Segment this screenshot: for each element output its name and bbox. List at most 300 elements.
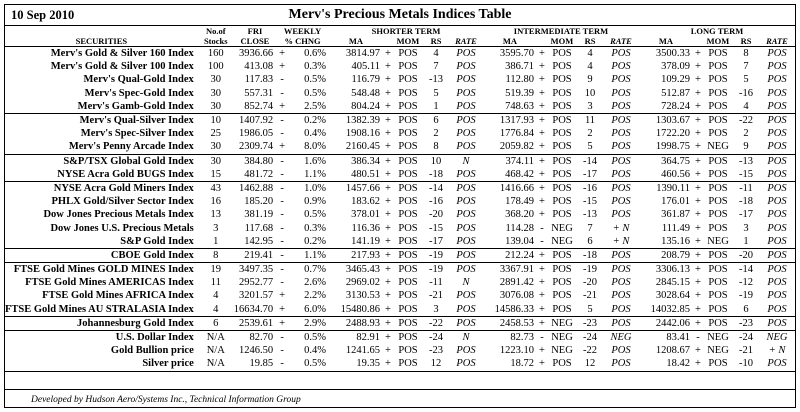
- long-ma: 1208.67: [655, 345, 690, 357]
- long-mom: POS: [708, 264, 728, 276]
- short-rate: POS: [456, 209, 476, 221]
- weekly-pct: 0.6%: [304, 48, 326, 60]
- table-row: [5, 235, 795, 249]
- weekly-pct: 0.4%: [304, 128, 326, 140]
- weekly-pct: 1.6%: [304, 155, 326, 167]
- short-mom: POS: [398, 128, 418, 140]
- short-rs: 2: [433, 128, 439, 140]
- hdr-no-of-stocks-line1: No.of: [205, 26, 226, 36]
- short-rs: -19: [429, 264, 443, 276]
- inter-rate: POS: [603, 168, 639, 182]
- inter-ma: 1317.93: [499, 115, 534, 127]
- long-mom: POS: [703, 316, 733, 330]
- weekly-pct: 2.9%: [288, 316, 329, 330]
- inter-rs: -21: [583, 290, 597, 302]
- security-name: Merv's Gold & Silver 100 Index: [50, 61, 194, 73]
- long-rs: -20: [733, 248, 759, 262]
- short-sign: +: [385, 155, 391, 167]
- pct-sign: -: [280, 155, 284, 167]
- inter-sign: +: [539, 48, 545, 60]
- long-rate: POS: [759, 357, 795, 371]
- long-sign: +: [693, 140, 703, 154]
- inter-mom: POS: [552, 277, 572, 289]
- long-mom: POS: [708, 222, 728, 234]
- weekly-pct: 0.5%: [304, 74, 326, 86]
- long-rs: 4: [733, 100, 759, 114]
- hdr-long-rate: RATE: [766, 36, 788, 46]
- no-of-stocks: 8: [198, 248, 234, 262]
- inter-rate: POS: [611, 115, 631, 127]
- inter-mom: POS: [552, 290, 572, 302]
- inter-sign: +: [539, 196, 545, 208]
- long-rs: 9: [733, 140, 759, 154]
- no-of-stocks: 30: [198, 140, 234, 154]
- inter-sign: +: [537, 248, 547, 262]
- inter-ma: 3595.70: [499, 48, 534, 60]
- inter-rs: -20: [583, 277, 597, 289]
- long-rate: POS: [759, 235, 795, 249]
- long-ma: 3500.33: [655, 48, 690, 60]
- no-of-stocks: 16: [210, 196, 222, 208]
- table-row: [5, 73, 795, 86]
- inter-sign: +: [539, 74, 545, 86]
- inter-sign: +: [539, 345, 545, 357]
- inter-rate: POS: [611, 48, 631, 60]
- weekly-pct: 8.0%: [288, 140, 329, 154]
- inter-rs: 5: [577, 303, 603, 317]
- table-body: [5, 47, 795, 372]
- short-mom: POS: [393, 248, 423, 262]
- long-rs: -21: [739, 345, 753, 357]
- pct-sign: +: [276, 303, 288, 317]
- hdr-short-mom: MOM: [396, 36, 420, 46]
- short-mom: POS: [398, 155, 418, 167]
- long-mom: NEG: [707, 332, 729, 344]
- short-rate: POS: [449, 357, 483, 371]
- no-of-stocks: 4: [198, 303, 234, 317]
- security-name: Merv's Gold & Silver 160 Index: [50, 48, 194, 60]
- table-row: [5, 208, 795, 221]
- short-sign: +: [385, 182, 391, 194]
- table-row: [5, 181, 795, 195]
- hdr-long-ma: MA: [658, 36, 674, 46]
- security-name: NYSE Acra Gold BUGS Index: [5, 168, 198, 182]
- pct-sign: -: [280, 87, 284, 99]
- long-rs: 8: [743, 48, 749, 60]
- short-sign: +: [385, 264, 391, 276]
- fri-close: 481.72: [234, 168, 276, 182]
- inter-rate: POS: [611, 290, 631, 302]
- short-ma: 183.62: [351, 196, 380, 208]
- short-sign: +: [385, 115, 391, 127]
- long-ma: 18.42: [639, 357, 693, 371]
- short-sign: +: [385, 61, 391, 73]
- inter-ma: 374.11: [505, 155, 534, 167]
- short-ma: 548.48: [351, 87, 380, 99]
- inter-rate: + N: [603, 235, 639, 249]
- table-frame: [4, 4, 796, 408]
- short-mom: POS: [398, 48, 418, 60]
- inter-mom: POS: [552, 74, 572, 86]
- short-rate: POS: [449, 235, 483, 249]
- long-sign: +: [695, 264, 701, 276]
- table-row: [5, 87, 795, 100]
- inter-mom: NEG: [551, 332, 573, 344]
- long-ma: 460.56: [639, 168, 693, 182]
- no-of-stocks: 10: [210, 115, 222, 127]
- inter-sign: -: [537, 235, 547, 249]
- long-ma: 176.01: [661, 196, 690, 208]
- pct-sign: -: [280, 115, 284, 127]
- short-rs: -23: [429, 345, 443, 357]
- security-name: Silver price: [5, 357, 198, 371]
- long-rate: POS: [767, 61, 787, 73]
- inter-rate: POS: [611, 209, 631, 221]
- short-sign: +: [383, 168, 393, 182]
- inter-ma: 3367.91: [499, 264, 534, 276]
- long-ma: 3306.13: [655, 264, 690, 276]
- inter-ma: 18.72: [483, 357, 537, 371]
- hdr-inter-rate: RATE: [610, 36, 632, 46]
- inter-mom: POS: [547, 100, 577, 114]
- long-rate: POS: [767, 155, 787, 167]
- long-ma: 111.49: [661, 222, 690, 234]
- pct-sign: +: [276, 100, 288, 114]
- short-rs: 12: [423, 357, 449, 371]
- short-rate: POS: [456, 345, 476, 357]
- no-of-stocks: 19: [210, 264, 222, 276]
- long-rate: POS: [767, 74, 787, 86]
- table-row: [5, 154, 795, 168]
- pct-sign: -: [280, 332, 284, 344]
- short-rs: -20: [429, 209, 443, 221]
- hdr-short-ma: MA: [348, 36, 364, 46]
- long-rate: POS: [767, 182, 787, 194]
- inter-rate: POS: [611, 277, 631, 289]
- short-sign: +: [385, 222, 391, 234]
- short-ma: 804.24: [329, 100, 383, 114]
- long-ma: 208.79: [639, 248, 693, 262]
- hdr-short-rate: RATE: [455, 36, 477, 46]
- inter-mom: POS: [552, 61, 572, 73]
- long-sign: +: [695, 87, 701, 99]
- short-rate: N: [462, 332, 470, 344]
- no-of-stocks: 13: [210, 209, 222, 221]
- long-ma: 135.16: [639, 235, 693, 249]
- inter-rate: POS: [603, 248, 639, 262]
- table-row: [5, 316, 795, 330]
- pct-sign: -: [280, 277, 284, 289]
- long-rs: 7: [743, 61, 749, 73]
- inter-rate: POS: [611, 128, 631, 140]
- pct-sign: -: [280, 182, 284, 194]
- short-rate: POS: [456, 264, 476, 276]
- short-sign: +: [385, 128, 391, 140]
- fri-close: 557.31: [244, 87, 274, 99]
- long-mom: POS: [708, 115, 728, 127]
- hdr-blank-securities: [5, 26, 198, 36]
- inter-rate: + N: [612, 222, 630, 234]
- short-ma: 15480.86: [329, 303, 383, 317]
- long-sign: +: [693, 303, 703, 317]
- fri-close: 82.70: [249, 332, 274, 344]
- hdr-long-mom: MOM: [706, 36, 730, 46]
- long-mom: POS: [703, 357, 733, 371]
- short-sign: +: [385, 345, 391, 357]
- short-sign: +: [383, 303, 393, 317]
- long-rs: -15: [733, 168, 759, 182]
- long-rate: POS: [767, 128, 787, 140]
- long-mom: POS: [708, 209, 728, 221]
- long-rs: -11: [739, 182, 753, 194]
- inter-sign: +: [539, 277, 545, 289]
- pct-sign: +: [279, 290, 286, 302]
- long-sign: +: [695, 196, 701, 208]
- pct-sign: -: [280, 196, 284, 208]
- short-ma: 3814.97: [345, 48, 380, 60]
- short-rs: 6: [433, 115, 439, 127]
- long-ma: 378.09: [661, 61, 690, 73]
- long-ma: 14032.85: [639, 303, 693, 317]
- inter-mom: POS: [552, 209, 572, 221]
- short-rate: POS: [456, 115, 476, 127]
- inter-ma: 114.28: [505, 222, 534, 234]
- short-rs: 8: [423, 140, 449, 154]
- short-sign: +: [385, 277, 391, 289]
- fri-close: 2952.77: [239, 277, 274, 289]
- no-of-stocks: 30: [198, 100, 234, 114]
- long-rate: NEG: [766, 332, 788, 344]
- inter-sign: +: [537, 168, 547, 182]
- inter-mom: POS: [547, 140, 577, 154]
- long-rate: POS: [767, 290, 787, 302]
- table-head: [5, 26, 795, 47]
- fri-close: 1986.05: [239, 128, 274, 140]
- hdr-short-term: SHORTER TERM: [371, 26, 441, 36]
- footer-text: Developed by Hudson Aero/Systems Inc., Technical Information Group: [31, 395, 301, 405]
- security-name: Merv's Gamb-Gold Index: [5, 100, 198, 114]
- short-rate: POS: [449, 140, 483, 154]
- inter-mom: POS: [547, 357, 577, 371]
- fri-close: 117.83: [244, 74, 274, 86]
- inter-sign: +: [539, 128, 545, 140]
- header-row-columns: [5, 36, 795, 47]
- short-rs: 10: [430, 155, 442, 167]
- short-mom: POS: [398, 277, 418, 289]
- security-name: Johannesburg Gold Index: [5, 316, 198, 330]
- short-rate: N: [462, 155, 470, 167]
- pct-sign: +: [276, 316, 288, 330]
- short-rate: POS: [456, 290, 476, 302]
- fri-close: 1246.50: [239, 345, 274, 357]
- inter-mom: POS: [552, 48, 572, 60]
- short-mom: POS: [398, 61, 418, 73]
- short-rate: POS: [449, 303, 483, 317]
- short-sign: +: [383, 357, 393, 371]
- inter-sign: -: [540, 332, 544, 344]
- security-name: Dow Jones U.S. Precious Metals: [50, 222, 194, 234]
- footer-bar: [5, 389, 795, 407]
- long-rate: POS: [759, 100, 795, 114]
- weekly-pct: 1.1%: [288, 168, 329, 182]
- short-rate: POS: [456, 74, 476, 86]
- long-sign: +: [693, 248, 703, 262]
- table-row: [5, 195, 795, 208]
- hdr-long-rs: RS: [740, 36, 752, 46]
- hdr-long-term: LONG TERM: [690, 26, 744, 36]
- short-mom: POS: [398, 87, 418, 99]
- inter-sign: +: [537, 357, 547, 371]
- inter-ma: 1776.84: [499, 128, 534, 140]
- short-rate: POS: [449, 168, 483, 182]
- inter-mom: NEG: [551, 222, 573, 234]
- long-rate: POS: [767, 115, 787, 127]
- security-name: PHLX Gold/Silver Sector Index: [51, 196, 194, 208]
- long-ma: 512.87: [661, 87, 690, 99]
- short-mom: POS: [393, 303, 423, 317]
- weekly-pct: 2.6%: [304, 277, 326, 289]
- short-ma: 116.36: [351, 222, 380, 234]
- weekly-pct: 1.0%: [304, 182, 326, 194]
- fri-close: 3201.57: [239, 290, 274, 302]
- inter-rate: POS: [603, 140, 639, 154]
- inter-ma: 112.80: [505, 74, 534, 86]
- weekly-pct: 6.0%: [288, 303, 329, 317]
- no-of-stocks: 30: [210, 87, 222, 99]
- short-rate: N: [462, 277, 470, 289]
- security-name: S&P/TSX Global Gold Index: [63, 155, 194, 167]
- inter-mom: POS: [552, 87, 572, 99]
- no-of-stocks: 15: [198, 168, 234, 182]
- hdr-short-sign: [383, 36, 393, 47]
- no-of-stocks: 30: [210, 74, 222, 86]
- inter-rs: -22: [583, 345, 597, 357]
- long-rate: POS: [759, 248, 795, 262]
- inter-sign: +: [537, 140, 547, 154]
- inter-sign: +: [539, 61, 545, 73]
- short-ma: 1382.39: [345, 115, 380, 127]
- long-sign: +: [695, 345, 701, 357]
- short-rate: POS: [449, 100, 483, 114]
- table-row: [5, 303, 795, 317]
- short-mom: POS: [398, 196, 418, 208]
- hdr-inter-rs: RS: [584, 36, 596, 46]
- long-rs: -14: [739, 264, 753, 276]
- long-rate: POS: [759, 316, 795, 330]
- short-sign: +: [383, 235, 393, 249]
- fri-close: 2309.74: [234, 140, 276, 154]
- long-sign: +: [695, 155, 701, 167]
- long-sign: +: [695, 277, 701, 289]
- security-name: NYSE Acra Gold Miners Index: [53, 182, 194, 194]
- weekly-pct: 1.1%: [288, 248, 329, 262]
- table-row: [5, 60, 795, 73]
- short-ma: 1241.65: [345, 345, 380, 357]
- inter-rate: POS: [611, 196, 631, 208]
- long-rs: -19: [739, 290, 753, 302]
- short-ma: 480.51: [329, 168, 383, 182]
- long-ma: 364.75: [661, 155, 690, 167]
- inter-rs: 4: [587, 48, 593, 60]
- weekly-pct: 0.2%: [288, 235, 329, 249]
- header-row-groups: [5, 26, 795, 36]
- no-of-stocks: N/A: [198, 357, 234, 371]
- table-row: [5, 344, 795, 357]
- short-mom: POS: [398, 264, 418, 276]
- pct-sign: -: [280, 209, 284, 221]
- inter-ma: 212.24: [483, 248, 537, 262]
- no-of-stocks: 160: [207, 48, 224, 60]
- inter-sign: +: [539, 182, 545, 194]
- fri-close: 185.20: [244, 196, 274, 208]
- short-rs: -13: [429, 74, 443, 86]
- security-name: Merv's Qual-Silver Index: [79, 115, 194, 127]
- inter-rate: POS: [611, 87, 631, 99]
- security-name: Merv's Spec-Gold Index: [84, 87, 194, 99]
- no-of-stocks: 43: [210, 182, 222, 194]
- long-mom: POS: [708, 155, 728, 167]
- short-ma: 386.34: [351, 155, 380, 167]
- inter-rs: -15: [583, 196, 597, 208]
- weekly-pct: 0.5%: [288, 357, 329, 371]
- long-rs: -16: [739, 87, 753, 99]
- hdr-close: CLOSE: [240, 36, 270, 46]
- short-rs: -17: [423, 235, 449, 249]
- inter-rs: 10: [584, 87, 596, 99]
- long-rate: + N: [768, 345, 786, 357]
- inter-mom: POS: [552, 182, 572, 194]
- long-rs: -12: [739, 277, 753, 289]
- long-mom: POS: [703, 303, 733, 317]
- inter-rate: POS: [611, 74, 631, 86]
- long-rs: -10: [733, 357, 759, 371]
- fri-close: 3497.35: [239, 264, 274, 276]
- weekly-pct: 0.5%: [304, 209, 326, 221]
- no-of-stocks: 3: [213, 222, 219, 234]
- long-sign: +: [693, 168, 703, 182]
- long-sign: +: [695, 209, 701, 221]
- fri-close: 381.19: [244, 209, 274, 221]
- weekly-pct: 2.2%: [304, 290, 326, 302]
- short-rs: -21: [429, 290, 443, 302]
- short-rs: -19: [423, 248, 449, 262]
- weekly-pct: 0.3%: [304, 61, 326, 73]
- short-ma: 2488.93: [329, 316, 383, 330]
- inter-ma: 519.39: [505, 87, 534, 99]
- inter-rs: -16: [583, 182, 597, 194]
- long-rs: 2: [743, 128, 749, 140]
- short-mom: POS: [398, 345, 418, 357]
- inter-rate: POS: [611, 61, 631, 73]
- security-name: Merv's Qual-Gold Index: [83, 74, 194, 86]
- short-ma: 19.35: [329, 357, 383, 371]
- pct-sign: -: [280, 345, 284, 357]
- long-mom: NEG: [707, 345, 729, 357]
- long-mom: POS: [708, 61, 728, 73]
- hdr-short-rs: RS: [430, 36, 442, 46]
- short-rs: -24: [429, 332, 443, 344]
- inter-mom: POS: [552, 264, 572, 276]
- short-sign: +: [383, 140, 393, 154]
- security-name: FTSE Gold Mines AFRICA Index: [42, 290, 194, 302]
- page-title: Merv's Precious Metals Indices Table: [288, 7, 512, 22]
- table-row: [5, 168, 795, 182]
- short-sign: +: [385, 87, 391, 99]
- short-rate: POS: [456, 222, 476, 234]
- inter-rs: -17: [577, 168, 603, 182]
- long-rate: POS: [767, 264, 787, 276]
- fri-close: 3936.66: [239, 48, 274, 60]
